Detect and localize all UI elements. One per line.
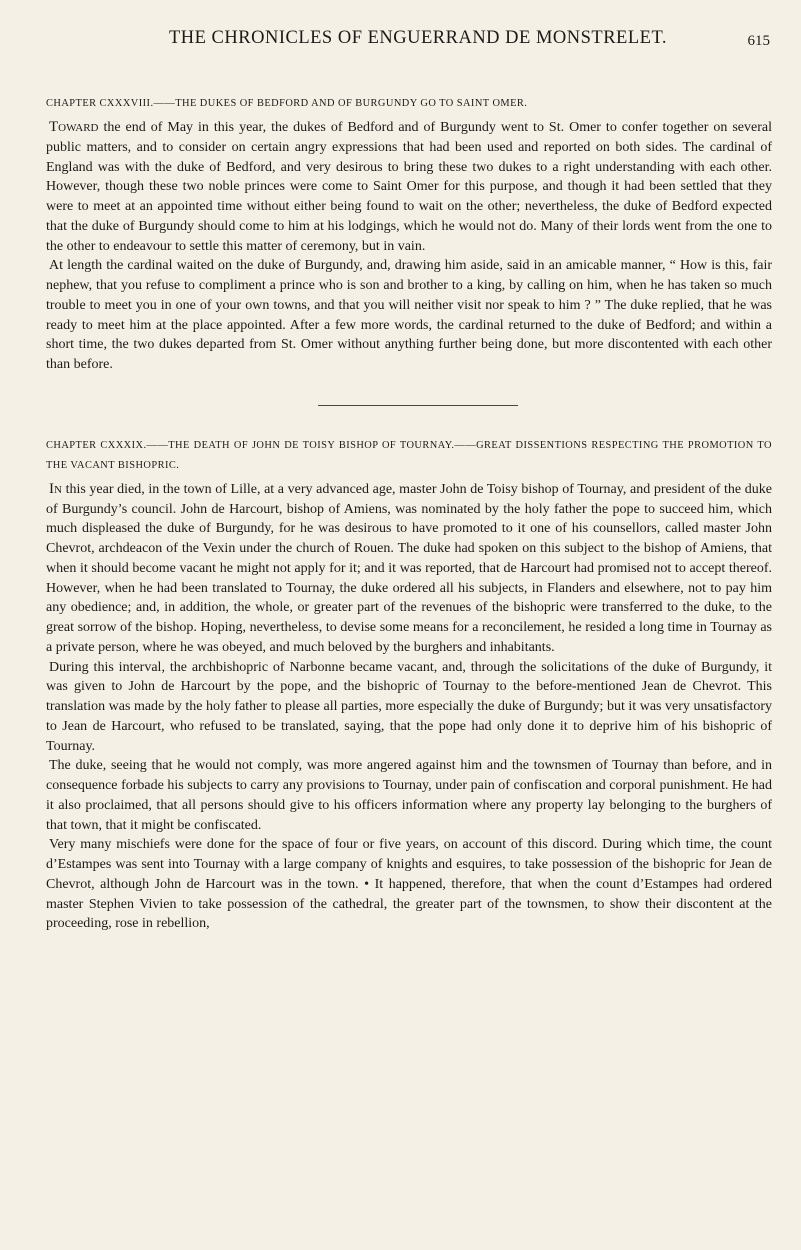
chapter-139-paragraph-4: Very many mischiefs were done for the space of four or five years, on account of this discord. During which time, the count d’Estampes was sent into Tournay with a large company of knights and esquires, to take possession of the bishopric for Jean de Chevrot, although John de Harcourt was in the town. • It happened, therefore, that when the count d’Estampes had ordered master Stephen Vivien to take possession of the cathedral, the greater part of the townsmen, to show their discontent at the proceeding, rose in rebellion, bbox=[46, 837, 772, 932]
running-title: THE CHRONICLES OF ENGUERRAND DE MONSTRELET. bbox=[168, 28, 668, 48]
page-number: 615 bbox=[747, 33, 770, 49]
paragraph-text: the end of May in this year, the dukes of Bedford and of Burgundy went to St. Omer to confer together on several public matters, and to consider on certain angry expressions that had been used and reported on both sides. The cardinal of England was with the duke of Bedford, and very desirous to bring these two dukes to a right understanding with each other. However, though these two noble princes were come to Saint Omer for this purpose, and though it had been settled that they were to meet at an appointed time without either being found to wait on the other; nevertheless, the duke of Bedford expected that the duke of Burgundy should come to him at his lodgings, which he would not do. Many of their lords went from the one to the other to endeavour to settle this matter of ceremony, but in vain. bbox=[46, 120, 772, 254]
chapter-138-paragraph-1 bbox=[46, 118, 772, 256]
chapter-139-paragraph-2: During this interval, the archbishopric of Narbonne became vacant, and, through the solicitations of the duke of Burgundy, it was given to John de Harcourt by the pope, and the bishopric of Tournay to the before-mentioned Jean de Chevrot. This translation was made by the holy father to please all parties, more especially the duke of Burgundy; but it was very unsatisfactory to Jean de Harcourt, who refused to be translated, saying, that the pope had only done it to deprive him of his bishopric of Tournay. bbox=[46, 659, 772, 754]
book-page bbox=[46, 28, 772, 934]
chapter-139-heading: CHAPTER CXXXIX.——THE DEATH OF JOHN DE TOISY BISHOP OF TOURNAY.——GREAT DISSENTIONS RESPECTING THE PROMOTION TO THE VACANT BISHOPRIC. bbox=[46, 439, 772, 471]
chapter-138-paragraph-2: At length the cardinal waited on the duke of Burgundy, and, drawing him aside, said in an amicable manner, “ How is this, fair nephew, that you refuse to compliment a prince who is son and brother to a king, by calling on him, when he has taken so much trouble to meet you in one of your own towns, and that you will neither visit nor speak to him ? ” The duke replied, that he was ready to meet him at the place appointed. After a few more words, the cardinal returned to the duke of Bedford; and within a short time, the two dukes departed from St. Omer without anything further being done, but more discontented with each other than before. bbox=[46, 258, 772, 372]
chapter-138-heading: CHAPTER CXXXVIII.——THE DUKES OF BEDFORD AND OF BURGUNDY GO TO SAINT OMER. bbox=[46, 98, 528, 109]
paragraph-text: this year died, in the town of Lille, at a very advanced age, master John de Toisy bishop of Tournay, and president of the duke of Burgundy’s council. John de Harcourt, bishop of Amiens, was nominated by the holy father the pope to succeed him, which much displeased the duke of Burgundy, for he was desirous to have promoted to it one of his counsellors, called master John Chevrot, archdeacon of the Vexin under the church of Rouen. The duke had spoken on this subject to the bishop of Amiens, that when it should become vacant he might not apply for it; and it was reported, that de Harcourt had promised not to accept thereof. However, when he had been translated to Tournay, the duke ordered all his subjects, in Flanders and elsewhere, not to pay him any obedience; and, in addition, the whole, or greater part of the revenues of the bishopric were transferred to the duke, to the great sorrow of the bishop. Hoping, nevertheless, to devise some means for a reconcilement, he resided a long time in Tournay as a private person, where he was obeyed, and much beloved by the burghers and inhabitants. bbox=[46, 481, 772, 655]
section-divider bbox=[318, 405, 518, 406]
lead-word: Toward bbox=[49, 119, 99, 135]
lead-word: In bbox=[49, 480, 62, 497]
chapter-139-paragraph-1 bbox=[46, 480, 772, 658]
page-header bbox=[46, 28, 772, 54]
chapter-139-paragraph-3: The duke, seeing that he would not comply, was more angered against him and the townsmen of Tournay than before, and in consequence forbade his subjects to carry any provisions to Tournay, under pain of confiscation and corporal punishment. He had it also proclaimed, that all persons should give to his officers information where any property lay belonging to the burghers of that town, that it might be confiscated. bbox=[46, 758, 772, 833]
